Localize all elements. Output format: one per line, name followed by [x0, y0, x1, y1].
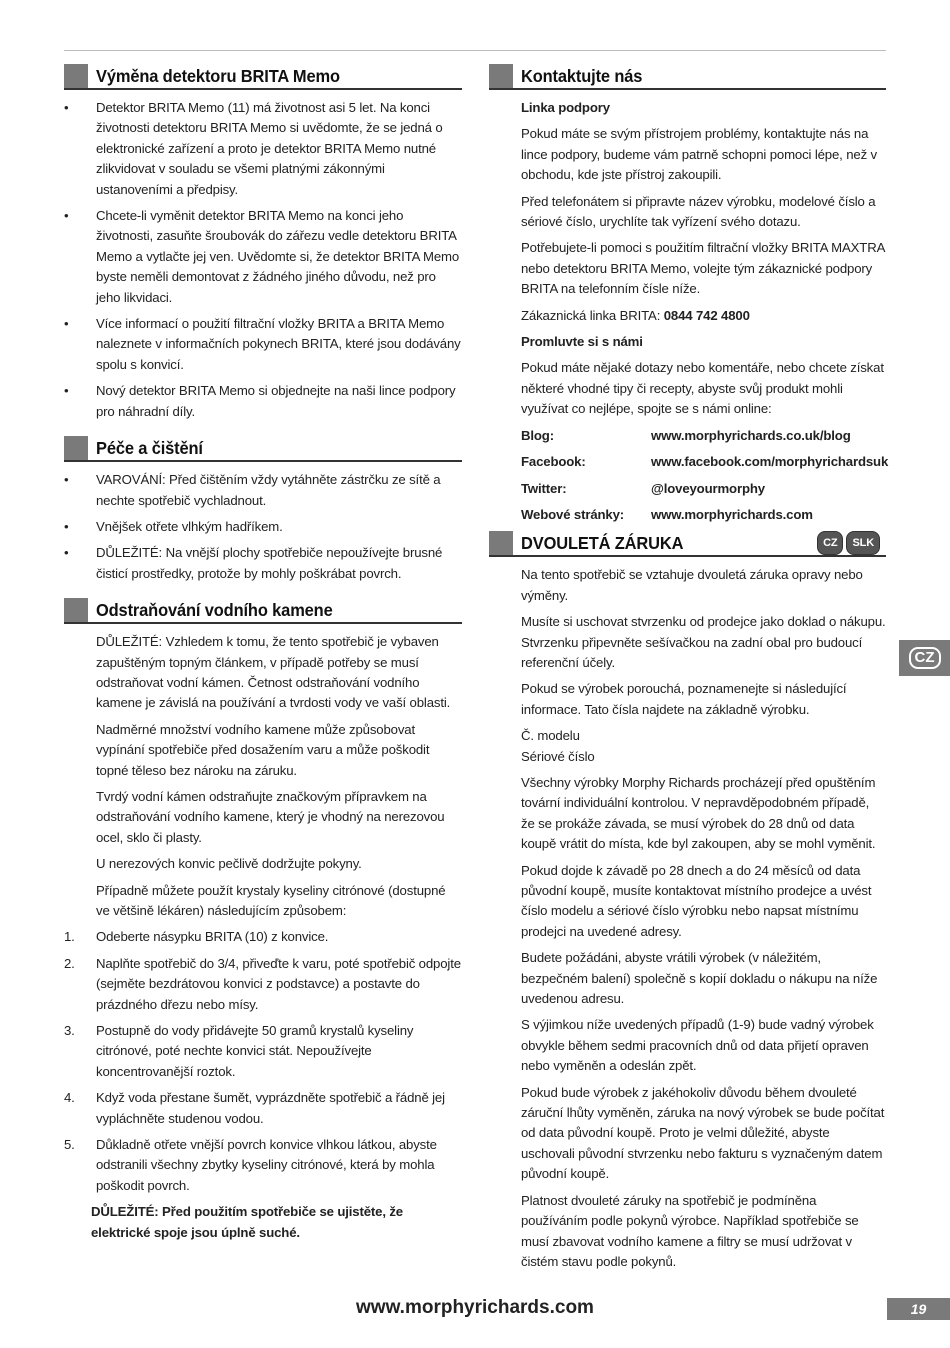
top-rule [64, 50, 886, 51]
paragraph: Pokud máte se svým přístrojem problémy, kontaktujte nás na lince podpory, budeme vám patrně schopni pomoci lépe, než v obchodu, kde jste přístroj zakoupili. [521, 126, 877, 183]
paragraph: Nadměrné množství vodního kamene může způsobovat vypínání spotřebiče před dosažením varu a může poškodit topné těleso bez nároku na záruku. [96, 721, 430, 778]
website-link[interactable]: www.morphyrichards.com [651, 506, 813, 522]
paragraph: Platnost dvouleté záruky na spotřebič je podmíněna používáním podle pokynů výrobce. Například spotřebiče se musí zbavovat vodního kamene a filtry se musí udržovat v čistém stavu podle pokynů. [521, 1192, 859, 1269]
paragraph: Budete požádáni, abyste vrátili výrobek (v náležitém, bezpečném balení) společně s kopií dokladu o nákupu na níže uvedenou adresu. [521, 950, 878, 1007]
cz-badge: CZ [817, 531, 843, 555]
link-row: Twitter: @loveyourmorphy [521, 479, 886, 499]
paragraph: Případně můžete použít krystaly kyseliny citrónové (dostupné ve většině lékáren) následujícím způsobem: [96, 882, 446, 918]
slk-badge: SLK [846, 531, 880, 555]
paragraph: DŮLEŽITÉ: Vzhledem k tomu, že tento spotřebič je vybaven zapuštěným topným článkem, v případě potřeby se musí odstraňovat vodní kámen. Četnost odstraňování vodního kamene je závislá na používání a tvrdosti vody ve vaší oblasti. [96, 634, 451, 711]
model-number-line: Č. modelu [521, 728, 580, 744]
country-badges [817, 531, 880, 555]
language-label: CZ [909, 647, 941, 669]
subheading-talk-to-us: Promluvte si s námi [521, 334, 643, 350]
link-row: Blog: www.morphyrichards.co.uk/blog [521, 426, 886, 446]
section-title: Odstraňování vodního kamene [96, 599, 333, 620]
twitter-link[interactable]: @loveyourmorphy [651, 480, 765, 496]
paragraph: Tvrdý vodní kámen odstraňujte značkovým přípravkem na odstraňování vodního kamene, který je vhodný na nerezovou ocel, sklo či plasty. [96, 788, 445, 845]
section-marker [489, 64, 513, 88]
bullet-item: • VAROVÁNÍ: Před čištěním vždy vytáhněte zástrčku ze sítě a nechte spotřebič vychladnout. [64, 472, 441, 508]
paragraph: Pokud se výrobek porouchá, poznamenejte si následující informace. Tato čísla najdete na základně výrobku. [521, 681, 847, 717]
link-row: Facebook: www.facebook.com/morphyrichardsuk [521, 452, 886, 472]
bullet-item: • Nový detektor BRITA Memo si objednejte na naši lince podpory pro náhradní díly. [64, 383, 456, 419]
facebook-link[interactable]: www.facebook.com/morphyrichardsuk [651, 454, 889, 470]
paragraph: S výjimkou níže uvedených případů (1-9) bude vadný výrobek obvykle během sedmi pracovních dnů od data přijetí opraven nebo vyměněn a odeslán zpět. [521, 1017, 874, 1074]
bullet-item: • Vnějšek otřete vlhkým hadříkem. [64, 518, 283, 534]
section-marker [64, 436, 88, 460]
left-column [64, 64, 462, 1249]
helpline-number: 0844 742 4800 [663, 307, 750, 323]
page-number: 19 [887, 1298, 950, 1320]
step-item: 3. Postupně do vody přidávejte 50 gramů krystalů kyseliny citrónové, poté nechte konvici stát. Nepoužívejte koncentrovanější roztok. [64, 1023, 414, 1079]
serial-number-line: Sériové číslo [521, 748, 595, 764]
section-title: Výměna detektoru BRITA Memo [96, 65, 340, 86]
helpline: Zákaznická linka BRITA: 0844 742 4800 [521, 307, 750, 323]
paragraph: Musíte si uschovat stvrzenku od prodejce jako doklad o nákupu. Stvrzenku připevněte sešívačkou na zadní obal pro budoucí referenční účely. [521, 614, 886, 670]
section-title: Kontaktujte nás [521, 65, 643, 86]
subheading-support-line: Linka podpory [521, 100, 610, 115]
paragraph: Pokud dojde k závadě po 28 dnech a do 24 měsíců od data původní koupě, musíte kontaktovat místního prodejce a uvést číslo modelu a sériové číslo výrobku nebo napsat místnímu prodejci na uvedené adresy. [521, 862, 872, 939]
paragraph: U nerezových konvic pečlivě dodržujte pokyny. [96, 856, 362, 872]
section-header-brita-memo [64, 64, 462, 90]
section-marker [64, 598, 88, 622]
section-marker [489, 531, 513, 555]
right-column [489, 64, 889, 1278]
paragraph: Všechny výrobky Morphy Richards procházejí před opuštěním tovární individuální kontrolou. V nepravděpodobném případě, že se prokáže závada, se musí výrobek do 28 dnů od data koupě vrátit do místa, kde byl zakoupen, aby se mohl vyměnit. [521, 774, 876, 852]
bullet-item: • DŮLEŽITÉ: Na vnější plochy spotřebiče nepoužívejte brusné čisticí prostředky, protože by mohly poškrábat povrch. [64, 545, 443, 581]
step-item: 2. Naplňte spotřebič do 3/4, přiveďte k varu, poté spotřebič odpojte (sejměte bezdrátovou konvici z podstavce) a postavte do prázdného dřezu nebo mísy. [64, 955, 461, 1012]
section-marker [64, 64, 88, 88]
link-row: Webové stránky: www.morphyrichards.com [521, 505, 886, 525]
paragraph: Potřebujete-li pomoci s použitím filtrační vložky BRITA MAXTRA nebo detektoru BRITA Memo, volejte tým zákaznické podpory BRITA na telefonním čísle níže. [521, 240, 885, 297]
paragraph: Pokud máte nějaké dotazy nebo komentáře, nebo chcete získat některé vhodné tipy či recepty, abyste svůj produkt mohli využívat co nejlépe, spojte se s námi online: [521, 360, 884, 417]
bullet-item: • Chcete-li vyměnit detektor BRITA Memo na konci jeho životnosti, zasuňte šroubovák do zářezu vedle detektoru BRITA Memo a vytlačte jej ven. Uvědomte si, že detektor BRITA Memo byste neměli demontovat z žádného jiného důvodu, než pro jeho likvidaci. [64, 208, 460, 305]
paragraph: Na tento spotřebič se vztahuje dvouletá záruka opravy nebo výměny. [521, 567, 863, 603]
section-title: Péče a čištění [96, 437, 203, 458]
paragraph: Před telefonátem si připravte název výrobku, modelové číslo a sériové číslo, urychlíte tak vyřízení svého dotazu. [521, 193, 876, 230]
bullet-item: • Více informací o použití filtrační vložky BRITA a BRITA Memo naleznete v informačních pokynech BRITA, které jsou dodávány spolu s konvicí. [64, 316, 461, 372]
section-header-contact [489, 64, 886, 90]
step-item: 4. Když voda přestane šumět, vyprázdněte spotřebič a řádně jej vypláchněte studenou vodou. [64, 1090, 445, 1126]
section-header-care [64, 436, 462, 462]
important-note: DŮLEŽITÉ: Před použitím spotřebiče se ujistěte, že elektrické spoje jsou úplně suché. [91, 1204, 403, 1240]
footer-website: www.morphyrichards.com [356, 1297, 594, 1318]
section-header-warranty [489, 531, 886, 557]
paragraph: Pokud bude výrobek z jakéhokoliv důvodu během dvouleté záruční lhůty vyměněn, záruka na nový výrobek se bude počítat od data původní koupě. Proto je velmi důležité, abyste uschovali původní stvrzenku nebo fakturu s vyznačeným datem původní koupě. [521, 1084, 885, 1182]
blog-link[interactable]: www.morphyrichards.co.uk/blog [651, 427, 851, 443]
bullet-item: • Detektor BRITA Memo (11) má životnost asi 5 let. Na konci životnosti detektoru BRITA Memo si uvědomte, že se jedná o elektronické zařízení a proto je detektor BRITA Memo nutné zlikvidovat v souladu se všemi platnými zákonnými ustanoveními a předpisy. [64, 100, 443, 197]
section-title: DVOULETÁ ZÁRUKA [521, 533, 684, 554]
step-item: 5. Důkladně otřete vnější povrch konvice vlhkou látkou, abyste odstranili všechny zbytky kyseliny citrónové, která by mohla poškodit povrch. [64, 1137, 437, 1193]
language-side-tab [899, 640, 950, 676]
section-header-descaling [64, 598, 462, 624]
step-item: 1. Odeberte násypku BRITA (10) z konvice. [64, 929, 329, 945]
